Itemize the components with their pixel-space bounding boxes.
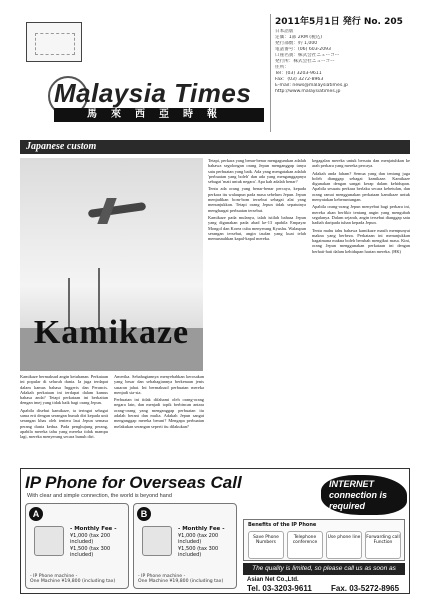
article-paragraph: Amerika. Sebahagiannya menyebabkan kerosakan yang besar dan sebahagiannya berkenaan jenis sasaran jahat. Ini bermaksud perbuatan mereka menjadi sia-sia. <box>114 374 204 395</box>
plan-machine-heading: - IP Phone machine - <box>138 574 186 579</box>
article-column-3 <box>208 158 306 243</box>
issue-line: 住所： <box>275 65 289 70</box>
fax-number: Fax. 03-5272-8965 <box>331 584 400 593</box>
photo-caption: Kamikaze <box>33 314 190 351</box>
benefit-item: Telephone conference <box>287 531 323 559</box>
kamikaze-photo <box>20 158 203 371</box>
ad-callout-bubble: INTERNET connection is required <box>321 475 407 515</box>
issue-line: http://www.malaysiatimes.jp <box>275 89 341 94</box>
article-column-2 <box>114 374 204 431</box>
plan-machine <box>138 574 234 584</box>
masthead <box>20 14 268 132</box>
article-paragraph: Perbuatan ini tidak difahami oleh orang-orang negara lain, dan menjadi topik berbincan antara orang-orang yang menganggap perbuatan itu adalah berani dan mulia. Adakah Jepun sangat menganggap mereka berani? Mengapa perbuatan melakukan serangan seperti itu dilakukan? <box>114 397 204 429</box>
ad-subtitle: With clear and simple connection, the world is beyond hand <box>27 493 172 499</box>
article-paragraph: Tetapi, perkara yang benar-benar mengagumkan adalah bahawa segolongan orang Jepun menganggap ianya satu perbuatan yang baik. Ada yang mengatakan adalah 'perbuatan yang boleh' dan ada yang menganggapnya sebagai 'mati untuk negara'. Apa kah adalah benar? <box>208 158 306 185</box>
article-paragraph: Apabila disebut kamikaze, ia teringat sebagai sama erti dengan serangan bunuh diri kepada unit serangan khas oleh tentera laut Jepun semasa perang dunia kedua. Pada penghujung perang, apabila mereka tahu yang mereka tidak mampu lagi, mereka menyerang secara bunuh diri. <box>20 407 108 440</box>
article-column-1 <box>20 374 108 442</box>
issue-line: 発行所：株式会社ニューコー <box>275 59 335 64</box>
plan-fee <box>70 526 126 559</box>
plan-letter: A <box>29 507 43 521</box>
benefits-box <box>243 519 405 561</box>
issue-line: E-mail: news@malaysiatimes.jp <box>275 83 348 88</box>
article-paragraph: Kamikaze pada mulanya, ialah istilah bahasa Jepun yang digunakan pada abad ke-13 apabila Empayar Mongol dan Korea cuba menyerang Kyushu. Walaupun serangan tersebut, angin taufan yang kuat telah memusnahkan kapal-kapal mereka. <box>208 214 306 242</box>
plan-machine-price: One Machine ¥19,800 (including tax) <box>30 579 116 584</box>
plan-fee-heading: - Monthly Fee - <box>178 526 225 532</box>
benefit-item: Use phone line <box>326 531 362 559</box>
brand-block <box>54 78 264 120</box>
issue-line: 定価：1部 2RM (税込) <box>275 35 323 40</box>
ad-title: IP Phone for Overseas Call <box>25 473 242 492</box>
plan-fee-line: ¥1,000 (tax 200 included) <box>70 532 111 545</box>
airplane-icon <box>88 202 147 218</box>
plan-fee-heading: - Monthly Fee - <box>70 526 117 532</box>
article-paragraph: Tentu ada orang yang benar-benar percaya, kepada perkara itu walaupun pada masa sebelum Jepun. Jepun menjadikan bom-bom tersebut sebagai alat yang menunjukkan. Tetapi orang Jepun tidak sepatutnya menghargai perbuatan tersebut. <box>208 186 306 213</box>
article-paragraph: Adakah anda faham? Semua yang dan tentang juga boleh dianggap sebagai kamikaze. Kamikaze digunakan dengan sangat kerap dalam kehidupan. Apabila sesuatu perkara berlaku secara kebetulan, dan orang ramai menggunakan perkataan kamikaze untuk menyatakan keberuntungan. <box>312 170 410 203</box>
issue-line: 日本語版 <box>275 29 294 34</box>
masthead-title: Malaysia Times <box>54 78 252 108</box>
issue-line: Fax：(03) 3272-8963 <box>275 77 324 82</box>
section-title: Japanese custom <box>26 141 97 152</box>
article-paragraph: kegagalan mereka untuk bersatu dan menjatuhkan ke arah perkara yang mereka percaya. <box>312 158 410 169</box>
plan-machine <box>30 574 126 584</box>
masthead-title-chinese: 馬來西亞時報 <box>54 108 264 122</box>
masthead-logo-box <box>26 22 82 62</box>
benefit-item: Forwarding call Function <box>365 531 401 559</box>
issue-line: Tel：(03) 3203-9611 <box>275 71 322 76</box>
ip-phone-advertisement <box>20 468 410 594</box>
article-paragraph: Tentu mahu tahu bahawa kamikaze masih mempunyai makna yang berbeza. Perkataan ini menunjukkan bagaimana makna boleh berubah mengikut masa. Kini, orang Jepun menggunakan perkataan ini dengan berhati-hati dalam kehidupan harian mereka. (HK) <box>312 227 410 254</box>
issue-info <box>270 14 410 132</box>
article-paragraph: Kamikaze bermaksud angin ketuhanan. Perkataan ini popular di seluruh dunia. Ia juga terdapat dalam kamus bahasa Inggeris dan Perancis. Adakah perkataan ini terdapat dalam kamus bahasa anda? Tetapi perkataan ini berkaitan dengan imej yang tidak baik bagi orang Jepun. <box>20 374 108 406</box>
article-column-4 <box>312 158 410 256</box>
issue-line: 口座名義：株式会社ニューコー <box>275 53 340 58</box>
plan-machine-heading: - IP Phone machine - <box>30 574 78 579</box>
plan-fee <box>178 526 234 559</box>
benefits-heading: Benefits of the IP Phone <box>248 522 317 528</box>
issue-line: 電話番号：(06) 603-2093 <box>275 47 331 52</box>
plan-fee-line: ¥1,000 (tax 200 included) <box>178 532 219 545</box>
telephone-number: Tel. 03-3203-9611 <box>247 584 312 593</box>
quality-banner: The quality is limited, so please call us as soon as possible! <box>243 563 405 575</box>
company-name: Asian Net Co.,Ltd. <box>247 577 299 583</box>
phone-device-icon <box>142 526 172 556</box>
issue-line: 発行部数：約 1,000 <box>275 41 318 46</box>
phone-device-icon <box>34 526 64 556</box>
plan-fee-line: ¥1,500 (tax 300 included) <box>70 545 111 558</box>
plan-letter: B <box>137 507 151 521</box>
plan-fee-line: ¥1,500 (tax 300 included) <box>178 545 219 558</box>
plan-a-box <box>25 503 129 589</box>
article-paragraph: Apabila orang-orang Jepun menyebut bagi perkara ini, mereka akan berfikir tentang angin yang mengubah segalanya. Dalam sejarah, angin tersebut dianggap satu hadiah daripada tuhan kepada Jepun. <box>312 204 410 226</box>
plan-machine-price: One Machine ¥19,800 (including tax) <box>138 579 224 584</box>
issue-date: 2011年5月1日 発行 No. 205 <box>275 17 403 27</box>
plan-b-box <box>133 503 237 589</box>
section-header <box>20 140 410 154</box>
benefit-item: Save Phone Numbers <box>248 531 284 559</box>
